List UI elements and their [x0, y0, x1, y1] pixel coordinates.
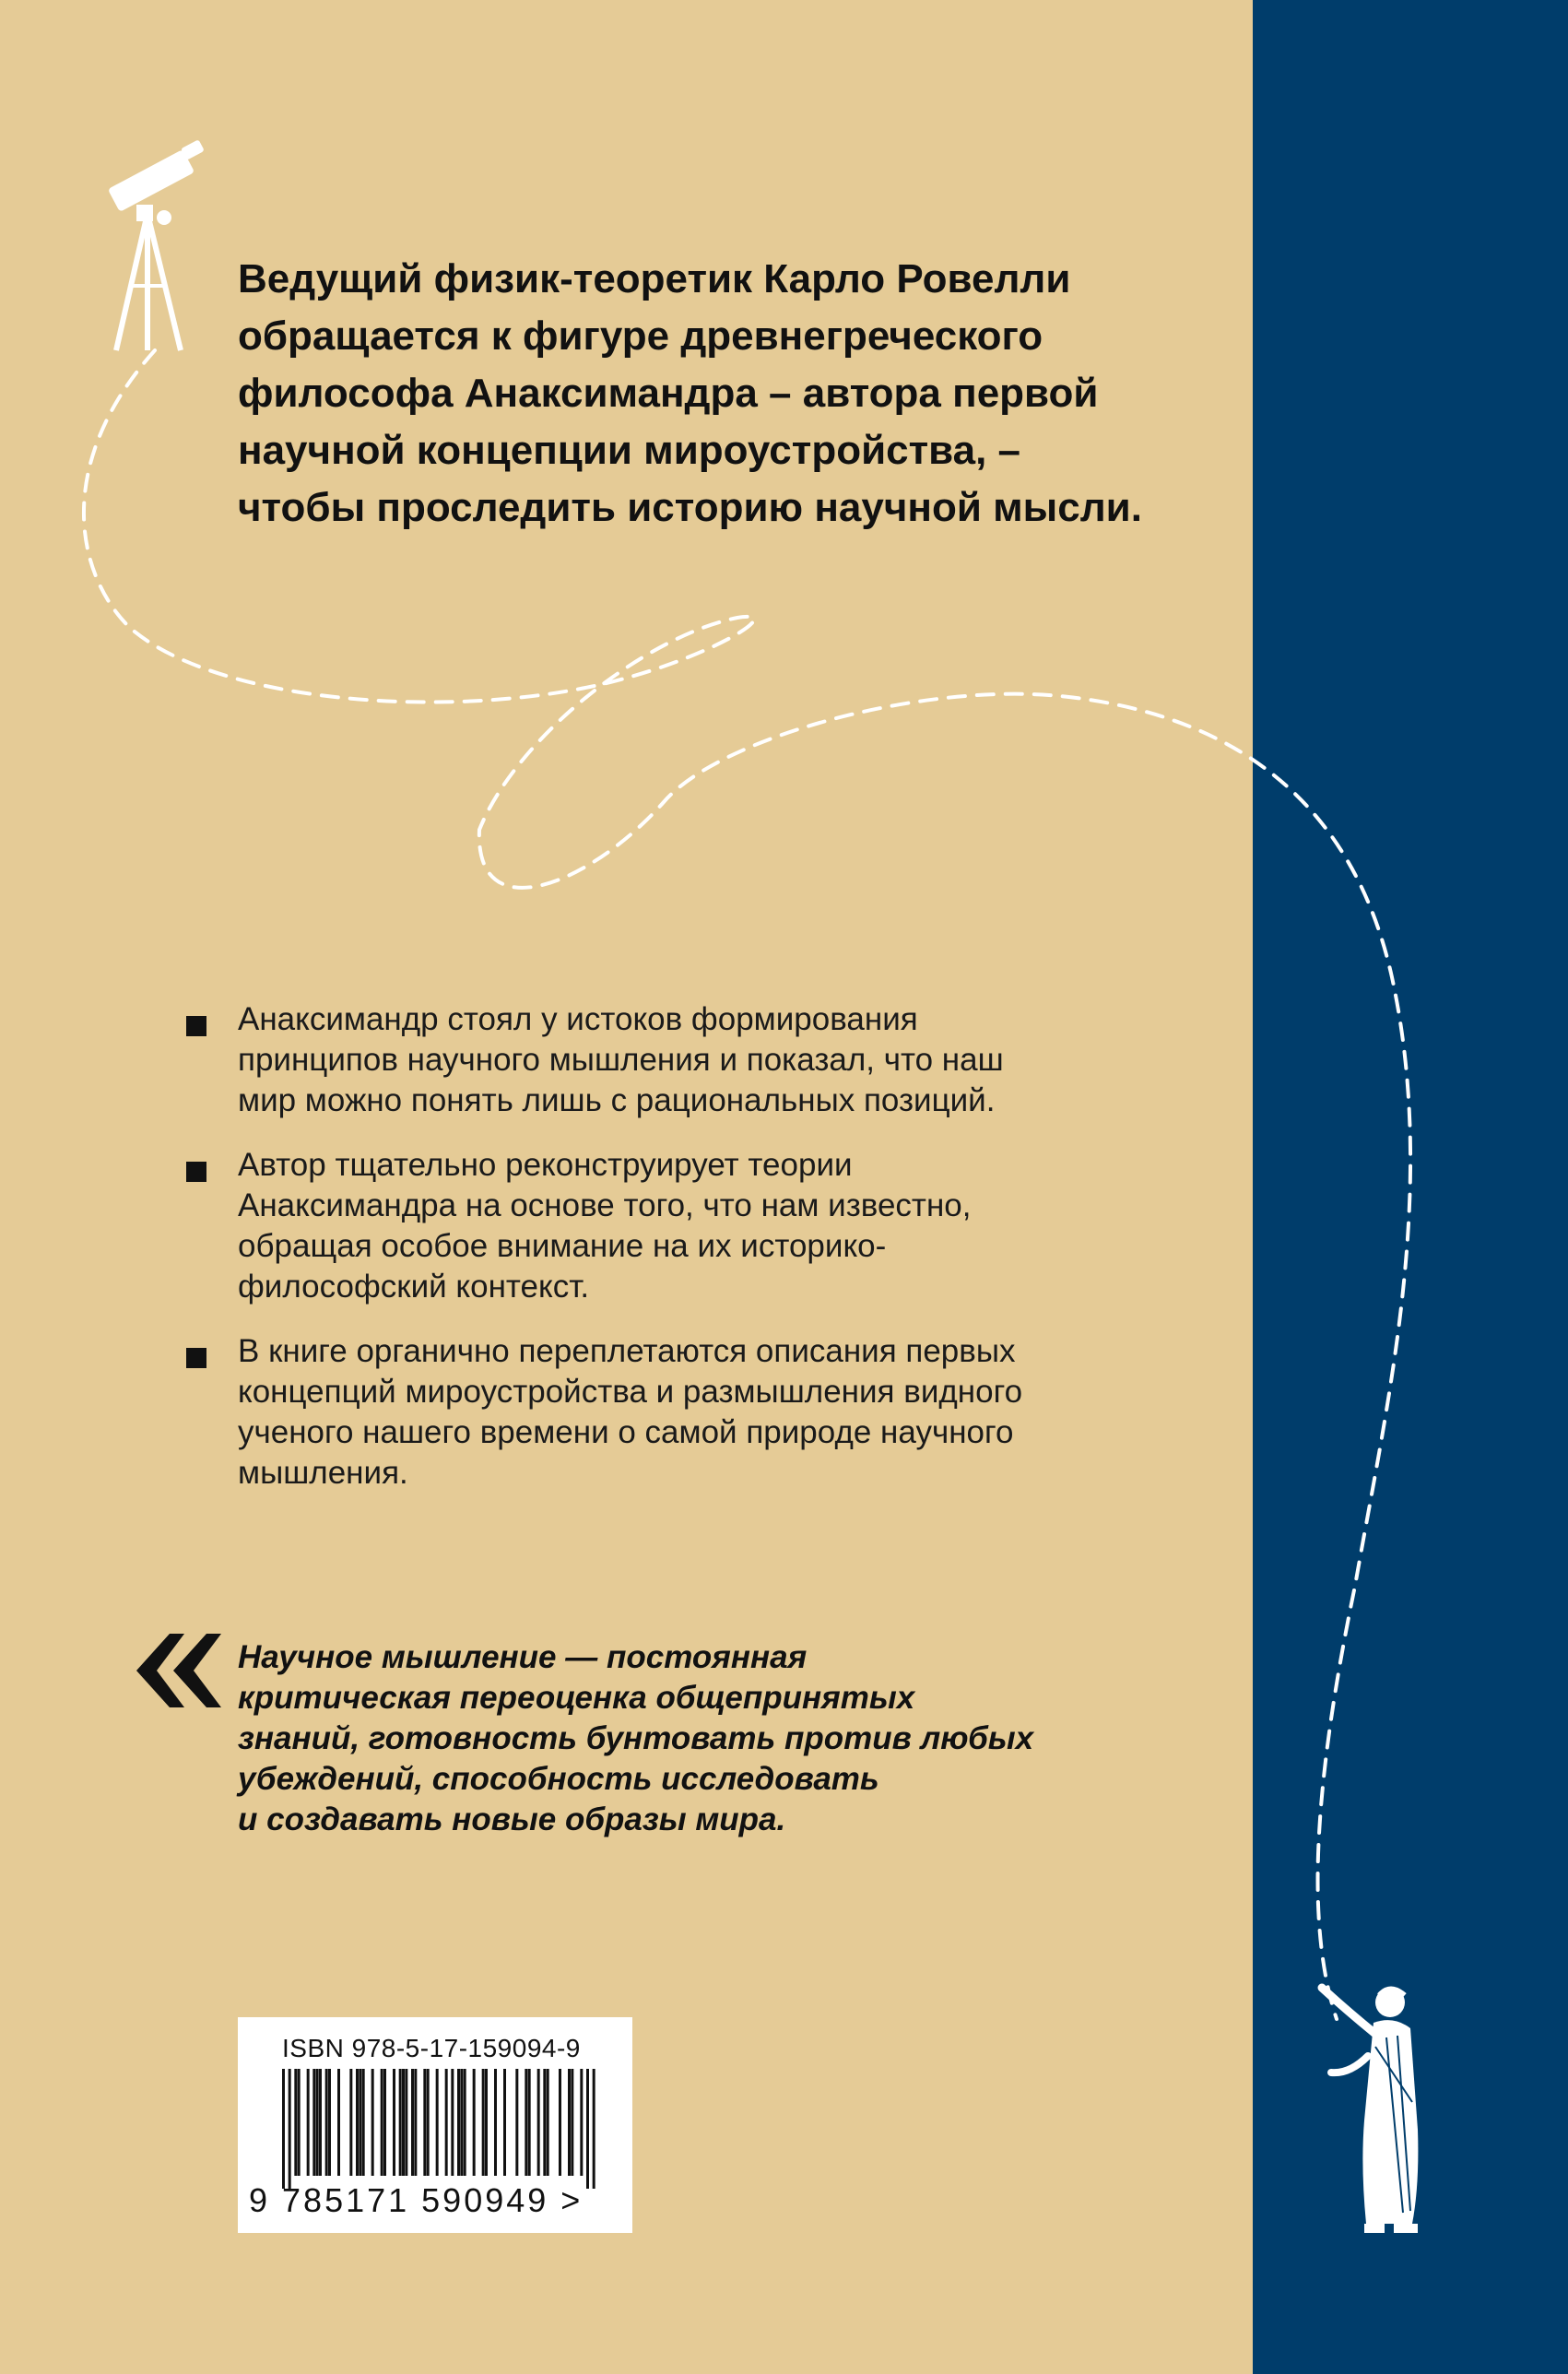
barcode-bar — [307, 2069, 310, 2176]
quote-line: Научное мышление — постоянная — [238, 1639, 808, 1675]
intro-line: Ведущий физик-теоретик Карло Ровелли — [238, 256, 1071, 301]
barcode-bar — [543, 2069, 546, 2176]
barcode-bar — [402, 2069, 405, 2176]
barcode-bar — [457, 2069, 460, 2176]
barcode-bar — [427, 2069, 430, 2176]
barcode-bar — [580, 2069, 583, 2176]
barcode-bar — [362, 2069, 365, 2176]
feature-list — [184, 999, 1161, 1518]
barcode-bar — [482, 2069, 485, 2176]
barcode-bar — [356, 2069, 359, 2176]
barcode-bar — [298, 2069, 301, 2176]
bullet-line: концепций мироустройства и размышления видного — [238, 1374, 1023, 1410]
philosopher-figure-icon — [1309, 1982, 1447, 2240]
intro-line: философа Анаксимандра – автора первой — [238, 371, 1099, 416]
barcode-bar — [547, 2069, 549, 2176]
barcode-bar — [405, 2069, 407, 2176]
barcode-bar — [451, 2069, 454, 2176]
barcode-bar — [328, 2069, 331, 2176]
bullet-line: Анаксимандр стоял у истоков формирования — [238, 1001, 918, 1037]
square-bullet-icon — [186, 1162, 206, 1182]
barcode-bar — [460, 2069, 463, 2176]
quote-line: убеждений, способность исследовать — [238, 1761, 879, 1797]
telescope-icon — [100, 138, 219, 360]
barcode-icon — [282, 2069, 595, 2189]
intro-line: обращается к фигуре древнегреческого — [238, 313, 1043, 359]
isbn-barcode-block — [238, 2017, 632, 2233]
barcode-bar — [537, 2069, 540, 2176]
barcode-bar — [528, 2069, 531, 2176]
bullet-line: принципов научного мышления и показал, что наш — [238, 1042, 1004, 1078]
list-item — [184, 999, 1161, 1121]
bullet-line: обращая особое внимание на их историко- — [238, 1228, 887, 1264]
quote-text — [238, 1637, 1160, 1840]
intro-line: чтобы проследить историю научной мысли. — [238, 485, 1142, 530]
list-item — [184, 1331, 1161, 1494]
bullet-line: мир можно понять лишь с рациональных позиций. — [238, 1082, 996, 1118]
bullet-line: ученого нашего времени о самой природе научного — [238, 1414, 1014, 1450]
barcode-bar — [319, 2069, 322, 2176]
barcode-bar — [485, 2069, 488, 2176]
isbn-digits: 9 785171 590949 > — [249, 2181, 584, 2219]
quote-line: знаний, готовность бунтовать против любых — [238, 1720, 1034, 1756]
barcode-bar — [414, 2069, 417, 2176]
barcode-bar — [359, 2069, 361, 2176]
square-bullet-icon — [186, 1016, 206, 1036]
barcode-bar — [559, 2069, 561, 2176]
list-item — [184, 1145, 1161, 1307]
barcode-bar — [423, 2069, 426, 2176]
barcode-bar — [568, 2069, 571, 2176]
barcode-bar — [312, 2069, 315, 2176]
quote-line: и создавать новые образы мира. — [238, 1801, 786, 1837]
bullet-line: философский контекст. — [238, 1269, 590, 1305]
square-bullet-icon — [186, 1348, 206, 1368]
barcode-bar — [586, 2069, 589, 2189]
isbn-label: ISBN 978-5-17-159094-9 — [282, 2034, 581, 2062]
barcode-bar — [294, 2069, 297, 2176]
barcode-bar — [349, 2069, 352, 2176]
barcode-bar — [411, 2069, 414, 2176]
bullet-line: Анаксимандра на основе того, что нам известно, — [238, 1187, 972, 1223]
barcode-bar — [494, 2069, 497, 2176]
quote-line: критическая переоценка общепринятых — [238, 1680, 915, 1716]
barcode-bar — [316, 2069, 319, 2176]
barcode-bar — [473, 2069, 476, 2176]
barcode-bar — [515, 2069, 518, 2176]
barcode-bar — [593, 2069, 595, 2189]
bullet-line: мышления. — [238, 1455, 408, 1491]
barcode-bar — [289, 2069, 291, 2189]
barcode-bar — [381, 2069, 383, 2176]
intro-line: научной концепции мироустройства, – — [238, 428, 1020, 473]
barcode-bar — [571, 2069, 573, 2176]
barcode-bar — [371, 2069, 374, 2176]
bullet-line: Автор тщательно реконструирует теории — [238, 1147, 853, 1183]
barcode-bar — [282, 2069, 285, 2189]
bullet-line: В книге органично переплетаются описания первых — [238, 1333, 1016, 1369]
barcode-bar — [445, 2069, 448, 2176]
barcode-bar — [393, 2069, 395, 2176]
intro-paragraph — [238, 251, 1215, 537]
barcode-bar — [383, 2069, 386, 2176]
barcode-bar — [337, 2069, 340, 2176]
barcode-bar — [503, 2069, 506, 2176]
barcode-bar — [525, 2069, 527, 2176]
quote-mark-icon — [136, 1634, 221, 1707]
barcode-bar — [325, 2069, 328, 2176]
barcode-bar — [464, 2069, 466, 2176]
barcode-bar — [399, 2069, 402, 2176]
barcode-bar — [436, 2069, 439, 2176]
